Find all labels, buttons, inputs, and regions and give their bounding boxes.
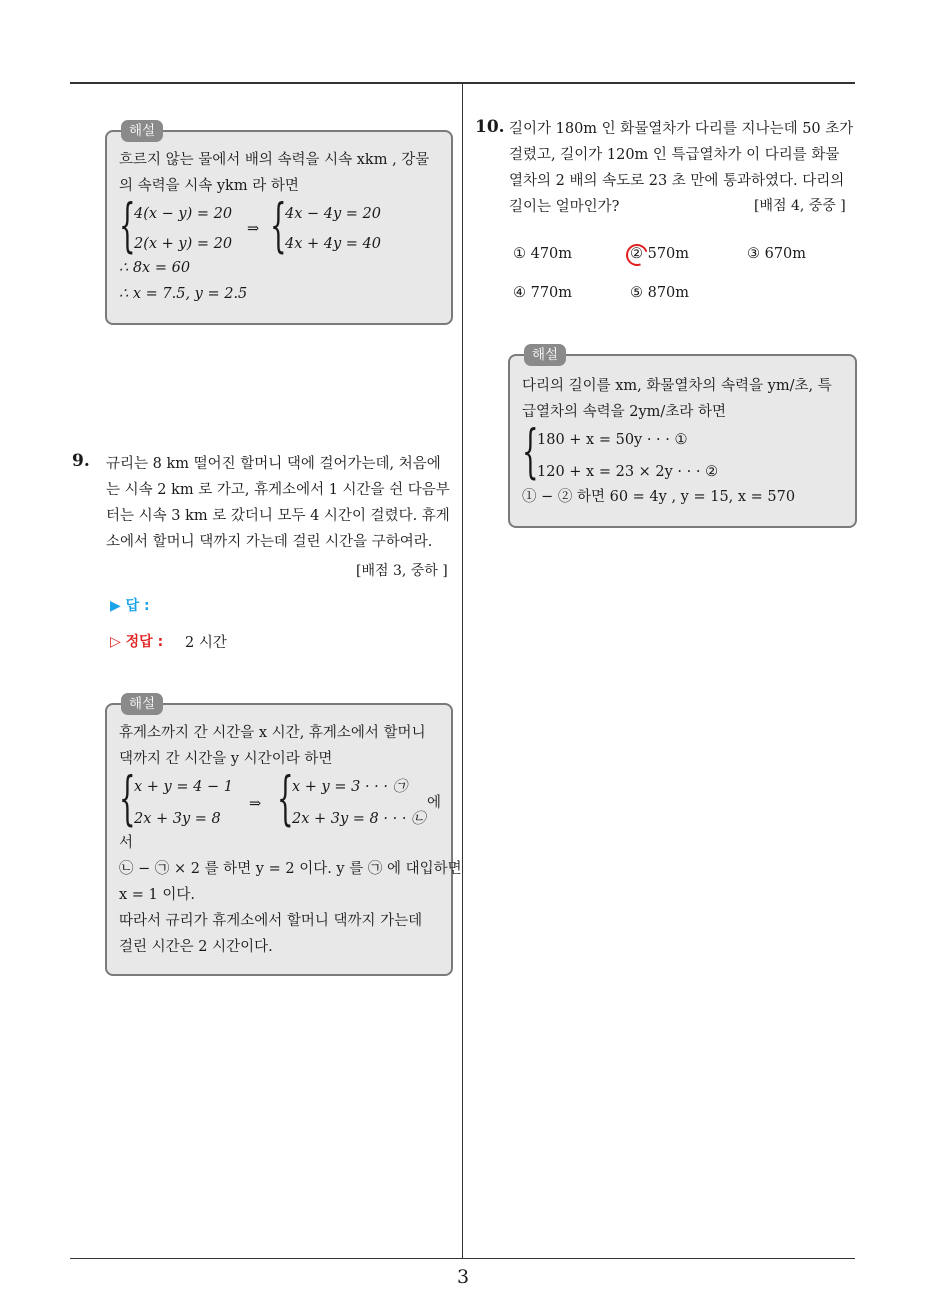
column-divider (462, 84, 463, 1258)
solution-line: 다리의 길이를 xm, 화물열차의 속력을 ym/초, 특 (522, 378, 832, 394)
implies-arrow: ⇒ (249, 796, 262, 812)
question-line: 터는 시속 3 km 로 갔더니 모두 4 시간이 걸렸다. 휴게 (106, 508, 450, 524)
question-line: 걸렸고, 길이가 120m 인 특급열차가 이 다리를 화물 (509, 147, 840, 163)
brace-icon: { (522, 417, 539, 485)
answer-label: ▶ 답 : (110, 598, 150, 614)
solution-line: ㉡ − ㉠ × 2 를 하면 y = 2 이다. y 를 ㉠ 에 대입하면 (119, 861, 462, 877)
question-number-9: 9. (72, 451, 90, 471)
solution-box-8 (105, 123, 453, 325)
solution-line: 댁까지 간 시간을 y 시간이라 하면 (119, 751, 333, 767)
question-text-9 (106, 451, 450, 555)
solution-line: 흐르지 않는 물에서 배의 속력을 시속 xkm , 강물 (119, 152, 430, 168)
correct-answer-value: 2 시간 (185, 635, 227, 651)
solution-tag: 해설 (121, 120, 163, 142)
question-line: 열차의 2 배의 속도로 23 초 만에 통과하였다. 다리의 (509, 173, 845, 189)
solution-box-9 (105, 696, 462, 976)
solution-line: 급열차의 속력을 2ym/초라 하면 (522, 404, 726, 420)
solution-tag: 해설 (524, 344, 566, 366)
selected-answer-circle-icon (622, 240, 651, 269)
equation: 4x + 4y = 40 (285, 236, 382, 252)
score-difficulty: [배점 4, 중중 ] (754, 198, 846, 214)
question-number-10: 10. (475, 117, 505, 137)
solution-line: ∴ x = 7.5, y = 2.5 (119, 286, 248, 302)
brace-icon: { (270, 191, 287, 259)
question-line: 규리는 8 km 떨어진 할머니 댁에 걸어가는데, 처음에 (106, 456, 441, 472)
page-number: 3 (456, 1266, 470, 1288)
correct-answer-label: ▷ 정답 : (110, 634, 164, 650)
solution-line: 걸린 시간은 2 시간이다. (119, 939, 273, 955)
equation: 2(x + y) = 20 (134, 236, 233, 252)
score-difficulty: [배점 3, 중하 ] (356, 563, 448, 579)
question-line: 길이가 180m 인 화물열차가 다리를 지나는데 50 초가 (509, 121, 854, 137)
solution-line: 에 (427, 795, 442, 811)
solution-line: 따라서 규리가 휴게소에서 할머니 댁까지 가는데 (119, 913, 423, 929)
equation: 4x − 4y = 20 (285, 206, 382, 222)
solution-line: x = 1 이다. (119, 887, 196, 903)
equation: x + y = 4 − 1 (134, 779, 233, 795)
solution-tag: 해설 (121, 693, 163, 715)
brace-icon: { (119, 191, 136, 259)
solution-line: 의 속력을 시속 ykm 라 하면 (119, 178, 299, 194)
solution-line: ∴ 8x = 60 (119, 260, 191, 276)
equation: 180 + x = 50y · · · ① (537, 432, 688, 448)
choice-5[interactable]: ⑤ 870m (630, 285, 690, 301)
equation: 2x + 3y = 8 · · · ㉡ (292, 811, 426, 827)
equation: 4(x − y) = 20 (134, 206, 233, 222)
bottom-rule (70, 1258, 855, 1259)
implies-arrow: ⇒ (247, 221, 260, 237)
question-line: 는 시속 2 km 로 가고, 휴게소에서 1 시간을 쉰 다음부 (106, 482, 450, 498)
equation: x + y = 3 · · · ㉠ (292, 779, 408, 795)
choice-1[interactable]: ① 470m (513, 246, 573, 262)
choice-3[interactable]: ③ 670m (747, 246, 807, 262)
question-line: 소에서 할머니 댁까지 가는데 걸린 시간을 구하여라. (106, 534, 433, 550)
solution-line: 휴게소까지 간 시간을 x 시간, 휴게소에서 할머니 (119, 725, 426, 741)
brace-icon: { (277, 764, 294, 832)
choice-2[interactable]: ② 570m (630, 246, 690, 262)
question-line: 길이는 얼마인가? (509, 199, 620, 215)
brace-icon: { (119, 764, 136, 832)
equation: 120 + x = 23 × 2y · · · ② (537, 464, 719, 480)
solution-box-10 (508, 347, 857, 528)
choice-4[interactable]: ④ 770m (513, 285, 573, 301)
solution-line: ① − ② 하면 60 = 4y , y = 15, x = 570 (522, 489, 796, 505)
equation: 2x + 3y = 8 (134, 811, 221, 827)
solution-line: 서 (119, 835, 134, 851)
